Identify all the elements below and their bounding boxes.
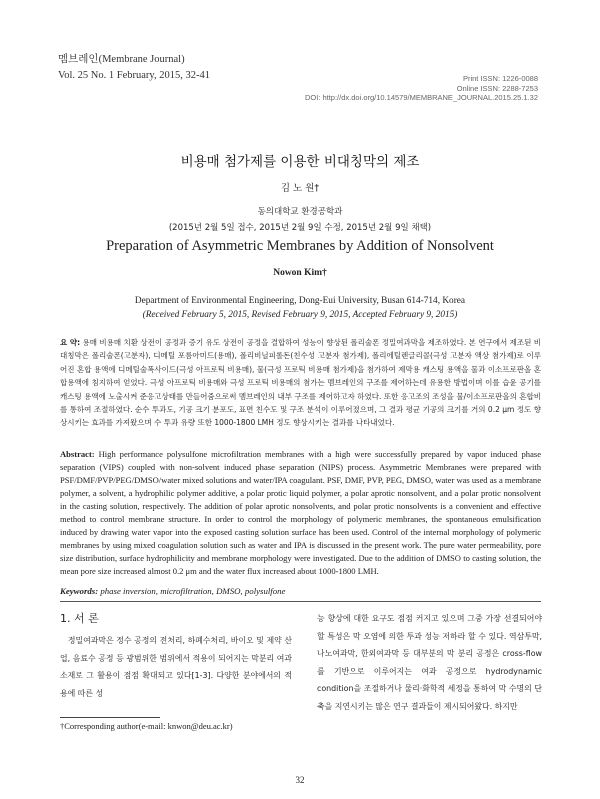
english-abstract: [60, 448, 541, 578]
korean-abstract-label: 요 약:: [60, 338, 81, 347]
korean-abstract: [60, 336, 541, 430]
issn-block: [305, 74, 538, 103]
english-author: Nowon Kim†: [273, 268, 327, 278]
online-issn: Online ISSN: 2288-7253: [456, 83, 538, 93]
korean-abstract-text: 용매 비용매 치환 상전이 공정과 증기 유도 상전이 공정을 결합하여 성능이 향상된 폴리술폰 정밀여과막을 제조하였다. 본 연구에서 제조된 비대칭막은 폴리술폰(고분자), 디메틸 포름아미드(용매), 폴리비닐피롤돈(친수성 고분자 첨가제), 폴리에틸렌글리콜(극성 고분자 액상 첨가제)로 이루어진 혼합 용액에 디메틸술폭사이드(극성 아프로틱 비용매), 물(극성 프로틱 비용매 첨가제)을 첨가하여 제막용 캐스팅 용액을 물과 이소프로판올 혼합용액에 침지하여 얻었다. 극성 아프로틱 비용매와 극성 프로틱 비용매의 첨가는 멤브레인의 구조를 제어하는데 유용한 방법이며 이를 습윤 공기를 캐스팅 용액에 노출시켜 준응고상태를 만들어줌으로써 멤브레인의 내부 구조를 제어하고자 하였다. 또한 응고조의 조성을 물/이소프로판올의 혼합비를 통하여 조절하였다. 순수 투과도, 기공 크기 분포도, 표면 친수도 및 구조 분석이 이루어졌으며, 그 결과 평균 기공의 크기를 거의 0.2 μm 정도 향상시키는 효과를 가져왔으며 수 투과 유량 또한 1000-1800 LMH 정도 향상시키는 결과를 나타내었다.: [60, 338, 542, 428]
english-title: Preparation of Asymmetric Membranes by Addition of Nonsolvent: [106, 238, 494, 254]
keywords-label: Keywords:: [60, 586, 99, 596]
english-abstract-text: High performance polysulfone microfiltration membranes with a high were successfully prepared by vapor induced phase separation (VIPS) coupled with non-solvent induced phase separation (NIPS) process. Asymmetric Membranes were prepared with PSF/DMF/PVP/PEG/DMSO/water mixed solutions and water/IPA coagulant. PSF, DMF, PVP, PEG, DMSO, water was used as a membrane polymer, a solvent, a hydrophilic polymer additive, a polar protic liquid polymer, a polar aprotic nonsolvent, and a polar protic nonsolvent in the casting solution, respectively. The addition of polar aprotic nonsolvents, and polar protic nonsolvents is a convenient and effective method to control membrane structure. In order to control the morphology of polymeric membranes, the spontaneous emulsification induced by drawing water vapor into the exposed casting solution surface has been used. Control of the internal morphology of polymeric membranes by using mixed coagulation solution such as water and IPA is discussed in the present work. The pure water permeability, pore size distribution, surface hydrophilicity and membrane morphology were investigated. Due to the addition of DMSO to casting solution, the mean pore size increased almost 0.2 μm and the water flux increased about 1000-1800 LMH.: [60, 449, 541, 576]
journal-header: [58, 52, 210, 84]
korean-title: 비용매 첨가제를 이용한 비대칭막의 제조: [180, 154, 420, 170]
body-left-column: 정밀여과막은 정수 공정의 전처리, 하폐수처리, 바이오 및 제약 산업, 음료수 공정 등 광범위한 범위에서 적용이 되어지는 막분리 여과 소재로 그 활용이 점점 확대되고 있다[1-3]. 다양한 분야에서의 적용에 따른 성: [60, 636, 292, 698]
footnote-divider: [60, 717, 160, 718]
corresponding-author-footnote: †Corresponding author(e-mail: knwon@deu.ac.kr): [60, 721, 233, 731]
page-number: 32: [295, 775, 305, 785]
english-dates: (Received February 5, 2015, Revised February 9, 2015, Accepted February 9, 2015): [142, 310, 458, 320]
doi: DOI: http://dx.doi.org/10.14579/MEMBRANE_JOURNAL.2015.25.1.32: [304, 93, 538, 102]
korean-author: 김 노 원†: [280, 183, 320, 194]
keywords-text: phase inversion, microfiltration, DMSO, polysulfone: [100, 586, 286, 596]
section-divider: [60, 601, 541, 602]
korean-affiliation: 동의대학교 환경공학과: [257, 207, 343, 217]
english-abstract-label: Abstract:: [60, 449, 95, 459]
section-heading: 1. 서 론: [60, 612, 99, 625]
keywords: [60, 586, 541, 596]
volume-line: Vol. 25 No. 1 February, 2015, 32-41: [58, 70, 210, 81]
english-affiliation-block: [0, 294, 600, 322]
korean-dates: (2015년 2월 5일 접수, 2015년 2월 9일 수정, 2015년 2월 9일 채택): [168, 223, 432, 233]
journal-name: 멤브레인(Membrane Journal): [58, 54, 185, 65]
print-issn: Print ISSN: 1226-0088: [462, 74, 538, 83]
body-right-column: 능 향상에 대한 요구도 점점 커지고 있으며 그중 가장 선결되어야 할 특성은 막 오염에 의한 투과 성능 저하라 할 수 있다. 역삼투막, 나노여과막, 한외여과막 등 대부분의 막 분리 공정은 cross-flow를 기반으로 이루어지는 여과 공정으로 hydrodynamic condition을 조절하거나 물리·화학적 세정을 통하여 막 수명의 단축을 지연시키는 많은 연구 결과들이 제시되어왔다. 하지만: [317, 614, 542, 711]
english-affiliation: Department of Environmental Engineering, Dong-Eui University, Busan 614-714, Korea: [134, 296, 466, 306]
korean-affiliation-block: [0, 204, 600, 236]
